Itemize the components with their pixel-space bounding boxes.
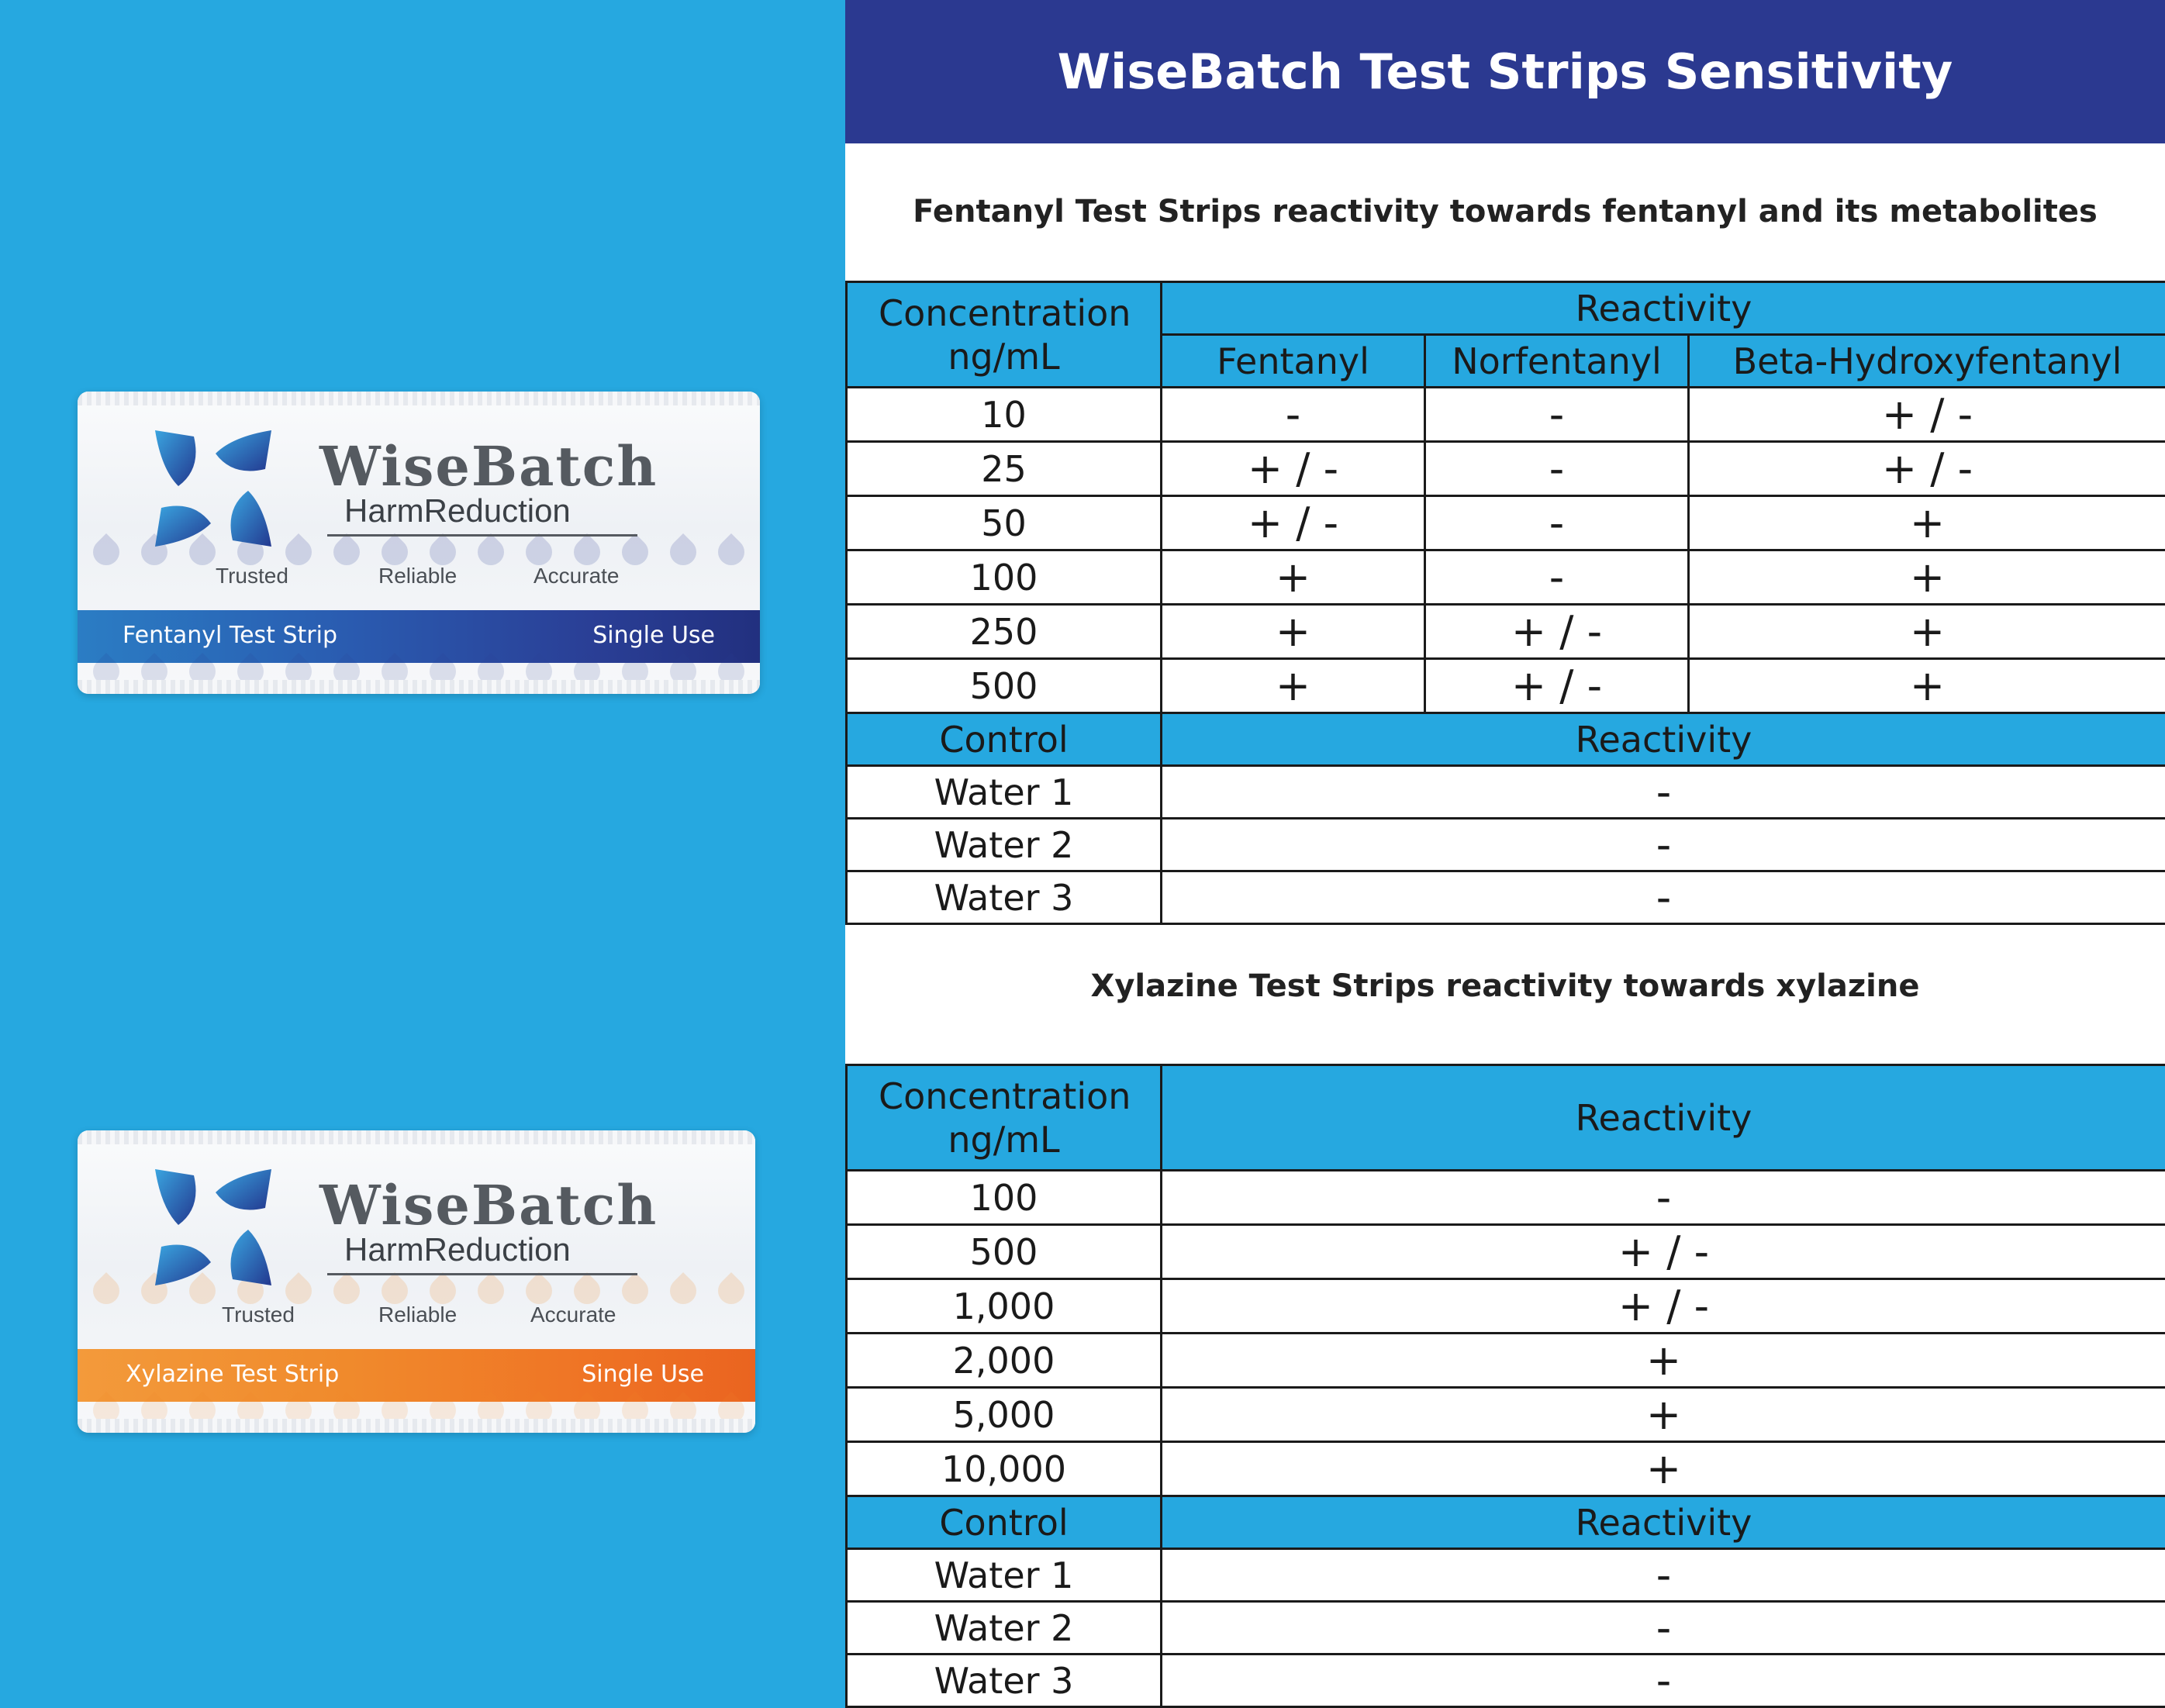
product-band [78, 610, 760, 663]
concentration-cell: 2,000 [847, 1334, 1162, 1388]
concentration-cell: 100 [847, 1171, 1162, 1225]
concentration-cell: 250 [847, 605, 1162, 659]
brand-name: WiseBatch [319, 1173, 658, 1237]
fentanyl-value: + / - [1162, 496, 1425, 550]
petal-decoration [616, 1272, 654, 1309]
fentanyl-value: - [1162, 388, 1425, 442]
fentanyl-value: + [1162, 659, 1425, 713]
control-value: - [1162, 1602, 2165, 1655]
product-band [78, 1349, 755, 1402]
fentanyl-value: + [1162, 550, 1425, 605]
beta-hydroxyfentanyl-value: + [1689, 659, 2165, 713]
control-row [847, 1549, 2165, 1602]
norfentanyl-value: + / - [1425, 659, 1689, 713]
control-row [847, 871, 2165, 924]
control-reactivity-header: Reactivity [1162, 713, 2165, 766]
control-name: Water 3 [847, 1655, 1162, 1707]
product-label: Xylazine Test Strip [126, 1361, 339, 1388]
fentanyl-test-strip-packet [78, 392, 760, 694]
column-header-norfentanyl: Norfentanyl [1425, 335, 1689, 388]
xylazine-test-strip-packet [78, 1130, 755, 1433]
tagline-reliable: Reliable [378, 1303, 457, 1327]
fentanyl-value: + / - [1162, 442, 1425, 496]
concentration-cell: 10,000 [847, 1442, 1162, 1496]
petal-decoration [472, 533, 509, 571]
usage-label: Single Use [582, 1361, 704, 1388]
sensitivity-panel [845, 0, 2165, 1706]
table-row [847, 1171, 2165, 1225]
petal-decoration [88, 533, 125, 571]
wisebatch-logo-icon [147, 423, 279, 554]
tagline-accurate: Accurate [533, 564, 620, 588]
xylazine-section-title: Xylazine Test Strips reactivity towards xylazine [845, 968, 2165, 1004]
column-header-fentanyl: Fentanyl [1162, 335, 1425, 388]
xylazine-value: + / - [1162, 1225, 2165, 1279]
packet-petal-pattern-bottom [78, 658, 760, 681]
petal-decoration [713, 533, 750, 571]
control-value: - [1162, 819, 2165, 871]
norfentanyl-value: - [1425, 550, 1689, 605]
norfentanyl-value: + / - [1425, 605, 1689, 659]
control-value: - [1162, 1655, 2165, 1707]
beta-hydroxyfentanyl-value: + [1689, 550, 2165, 605]
beta-hydroxyfentanyl-value: + [1689, 496, 2165, 550]
table-row [847, 1225, 2165, 1279]
control-reactivity-header: Reactivity [1162, 1496, 2165, 1549]
fentanyl-section-title: Fentanyl Test Strips reactivity towards fentanyl and its metabolites [845, 194, 2165, 229]
table-row [847, 442, 2165, 496]
control-name: Water 1 [847, 766, 1162, 819]
packet-petal-pattern-bottom [78, 1397, 755, 1420]
tagline-accurate: Accurate [530, 1303, 616, 1327]
petal-decoration [713, 1272, 750, 1309]
fentanyl-value: + [1162, 605, 1425, 659]
reactivity-header: Reactivity [1162, 1065, 2165, 1171]
tagline-trusted: Trusted [222, 1303, 295, 1327]
table-row [847, 496, 2165, 550]
brand-name: WiseBatch [319, 434, 658, 499]
beta-hydroxyfentanyl-value: + / - [1689, 388, 2165, 442]
tagline-reliable: Reliable [378, 564, 457, 588]
petal-decoration [665, 1272, 702, 1309]
concentration-cell: 10 [847, 388, 1162, 442]
wisebatch-logo-icon [147, 1161, 279, 1293]
control-row [847, 1602, 2165, 1655]
xylazine-value: + [1162, 1334, 2165, 1388]
norfentanyl-value: - [1425, 442, 1689, 496]
beta-hydroxyfentanyl-value: + [1689, 605, 2165, 659]
fentanyl-reactivity-table [845, 281, 2165, 925]
control-value: - [1162, 871, 2165, 924]
sub-brand-name: HarmReduction [344, 1231, 571, 1268]
table-row [847, 1442, 2165, 1496]
concentration-header: Concentration ng/mL [847, 1065, 1162, 1171]
table-row [847, 1334, 2165, 1388]
xylazine-value: + [1162, 1388, 2165, 1442]
norfentanyl-value: - [1425, 496, 1689, 550]
control-name: Water 2 [847, 1602, 1162, 1655]
concentration-header: Concentration ng/mL [847, 282, 1162, 388]
packet-crimp-bottom [78, 680, 760, 694]
petal-decoration [88, 1272, 125, 1309]
petal-decoration [472, 1272, 509, 1309]
tagline-trusted: Trusted [216, 564, 288, 588]
petal-decoration [665, 533, 702, 571]
page-title: WiseBatch Test Strips Sensitivity [845, 0, 2165, 143]
packet-crimp-top [78, 1130, 755, 1144]
table-row [847, 1388, 2165, 1442]
sub-brand-name: HarmReduction [344, 492, 571, 530]
beta-hydroxyfentanyl-value: + / - [1689, 442, 2165, 496]
concentration-cell: 500 [847, 1225, 1162, 1279]
table-row [847, 388, 2165, 442]
concentration-cell: 50 [847, 496, 1162, 550]
petal-decoration [328, 1272, 365, 1309]
control-value: - [1162, 766, 2165, 819]
brand-divider [327, 1273, 637, 1275]
concentration-cell: 5,000 [847, 1388, 1162, 1442]
packet-crimp-bottom [78, 1419, 755, 1433]
concentration-cell: 100 [847, 550, 1162, 605]
control-header: Control [847, 1496, 1162, 1549]
packet-crimp-top [78, 392, 760, 405]
table-row [847, 550, 2165, 605]
brand-divider [327, 534, 637, 537]
xylazine-value: - [1162, 1171, 2165, 1225]
concentration-cell: 1,000 [847, 1279, 1162, 1334]
column-header-beta-hydroxyfentanyl: Beta-Hydroxyfentanyl [1689, 335, 2165, 388]
control-name: Water 3 [847, 871, 1162, 924]
table-row [847, 605, 2165, 659]
concentration-cell: 25 [847, 442, 1162, 496]
table-row [847, 1279, 2165, 1334]
reactivity-header: Reactivity [1162, 282, 2165, 335]
xylazine-value: + [1162, 1442, 2165, 1496]
control-name: Water 1 [847, 1549, 1162, 1602]
petal-decoration [328, 533, 365, 571]
product-label: Fentanyl Test Strip [123, 622, 337, 649]
concentration-cell: 500 [847, 659, 1162, 713]
table-row [847, 659, 2165, 713]
xylazine-value: + / - [1162, 1279, 2165, 1334]
control-header: Control [847, 713, 1162, 766]
control-row [847, 1655, 2165, 1707]
control-row [847, 819, 2165, 871]
control-value: - [1162, 1549, 2165, 1602]
petal-decoration [616, 533, 654, 571]
control-row [847, 766, 2165, 819]
norfentanyl-value: - [1425, 388, 1689, 442]
usage-label: Single Use [592, 622, 715, 649]
control-name: Water 2 [847, 819, 1162, 871]
xylazine-reactivity-table [845, 1064, 2165, 1708]
